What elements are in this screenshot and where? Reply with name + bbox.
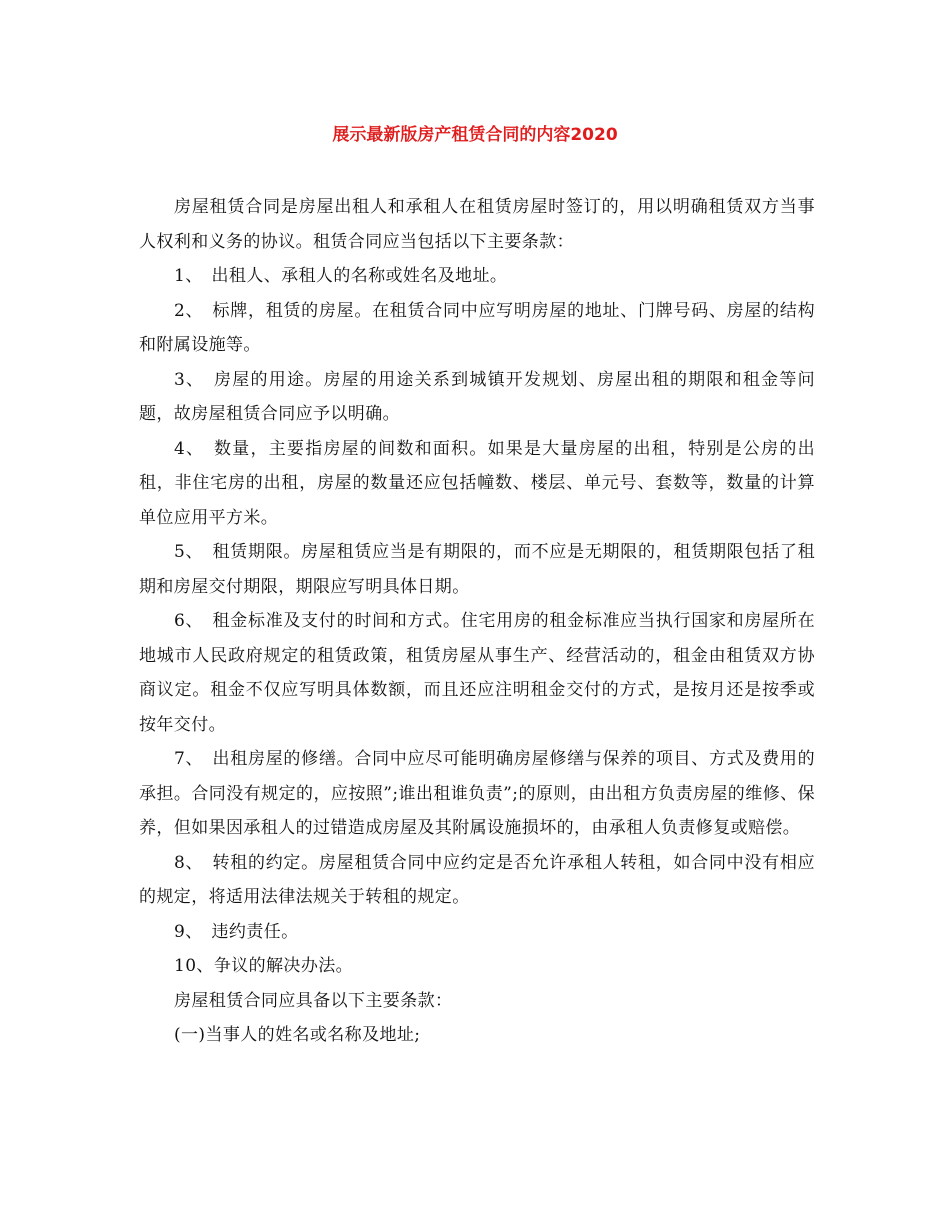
clause-2: 2、 标牌，租赁的房屋。在租赁合同中应写明房屋的地址、门牌号码、房屋的结构和附属设施等。 — [139, 300, 815, 355]
clause-8: 8、 转租的约定。房屋租赁合同中应约定是否允许承租人转租，如合同中没有相应的规定，将适用法律法规关于转租的规定。 — [139, 852, 815, 907]
clause-9: 9、 违约责任。 — [174, 921, 299, 942]
document-title: 展示最新版房产租赁合同的内容2020 — [332, 125, 618, 145]
clause-3: 3、 房屋的用途。房屋的用途关系到城镇开发规划、房屋出租的期限和租金等问题，故房屋租赁合同应予以明确。 — [139, 369, 815, 424]
term-item-1: (一)当事人的姓名或名称及地址; — [174, 1025, 421, 1045]
clause-5: 5、 租赁期限。房屋租赁应当是有期限的，而不应是无期限的，租赁期限包括了租期和房屋交付期限，期限应写明具体日期。 — [139, 542, 815, 597]
main-terms-heading: 房屋租赁合同应具备以下主要条款： — [174, 990, 453, 1011]
intro-paragraph: 房屋租赁合同是房屋出租人和承租人在租赁房屋时签订的，用以明确租赁双方当事人权利和义务的协议。租赁合同应当包括以下主要条款： — [139, 197, 815, 252]
document-body — [139, 190, 815, 1053]
clause-4: 4、 数量，主要指房屋的间数和面积。如果是大量房屋的出租，特别是公房的出租，非住宅房的出租，房屋的数量还应包括幢数、楼层、单元号、套数等，数量的计算单位应用平方米。 — [139, 438, 815, 528]
clause-1: 1、 出租人、承租人的名称或姓名及地址。 — [174, 266, 508, 286]
clause-7: 7、 出租房屋的修缮。合同中应尽可能明确房屋修缮与保养的项目、方式及费用的承担。合同没有规定的，应按照”;谁出租谁负责”;的原则，由出租方负责房屋的维修、保养，但如果因承租人的过错造成房屋及其附属设施损坏的，由承租人负责修复或赔偿。 — [139, 749, 815, 838]
clause-6: 6、 租金标准及支付的时间和方式。住宅用房的租金标准应当执行国家和房屋所在地城市人民政府规定的租赁政策，租赁房屋从事生产、经营活动的，租金由租赁双方协商议定。租金不仅应写明具体数额，而且还应注明租金交付的方式，是按月还是按季或按年交付。 — [139, 611, 815, 735]
clause-10: 10、争议的解决办法。 — [174, 956, 354, 976]
